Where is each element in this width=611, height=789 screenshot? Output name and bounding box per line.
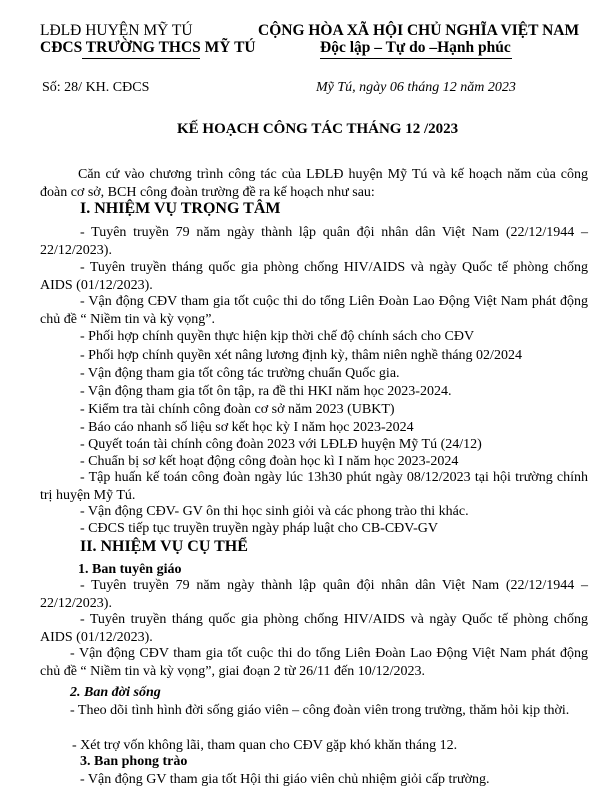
- list-item: - Tuyên truyền 79 năm ngày thành lập quân đội nhân dân Việt Nam (22/12/1944 – 22/12/2023).: [40, 225, 588, 258]
- org-line-2: CĐCS TRƯỜNG THCS MỸ TÚ: [40, 39, 256, 56]
- subsection-2-heading: 2. Ban đời sống: [70, 685, 161, 700]
- nation-line-1: CỘNG HÒA XÃ HỘI CHỦ NGHĨA VIỆT NAM: [258, 22, 580, 39]
- list-item: - Vận động GV tham gia tốt Hội thi giáo viên chủ nhiệm giỏi cấp trường.: [80, 772, 490, 787]
- list-item: - Tuyên truyền tháng quốc gia phòng chống HIV/AIDS và ngày Quốc tế phòng chống AIDS (01/12/2023).: [40, 612, 588, 645]
- nation-underline: [320, 58, 512, 59]
- list-item: - Vận động CĐV tham gia tốt cuộc thi do tổng Liên Đoàn Lao Động Việt Nam phát động chủ đề “ Niềm tin và kỳ vọng”, giai đoạn 2 từ 26/11 đến 10/12/2023.: [40, 646, 588, 679]
- list-item: - Báo cáo nhanh số liệu sơ kết học kỳ I năm học 2023-2024: [80, 420, 414, 435]
- list-item: - Vận động CĐV tham gia tốt cuộc thi do tổng Liên Đoàn Lao Động Việt Nam phát động chủ đề “ Niềm tin và kỳ vọng”.: [40, 294, 588, 327]
- list-item: - Tập huấn kế toán công đoàn ngày lúc 13h30 phút ngày 08/12/2023 tại hội trường chính trị huyện Mỹ Tú.: [40, 470, 588, 503]
- page-title: KẾ HOẠCH CÔNG TÁC THÁNG 12 /2023: [177, 121, 459, 137]
- list-item: - CĐCS tiếp tục truyền truyền ngày pháp luật cho CB-CĐV-GV: [80, 521, 438, 536]
- list-item: - Tuyên truyền 79 năm ngày thành lập quân đội nhân dân Việt Nam (22/12/1944 – 22/12/2023).: [40, 578, 588, 611]
- section-1-heading: I. NHIỆM VỤ TRỌNG TÂM: [80, 200, 281, 217]
- list-item: - Theo dõi tình hình đời sống giáo viên – công đoàn viên trong trường, thăm hỏi kịp thời.: [70, 703, 570, 718]
- intro-paragraph: Căn cứ vào chương trình công tác của LĐLĐ huyện Mỹ Tú và kế hoạch năm của công đoàn cơ sở, BCH công đoàn trường đề ra kế hoạch như sau:: [40, 167, 588, 200]
- section-2-heading: II. NHIỆM VỤ CỤ THỂ: [80, 538, 248, 555]
- list-item: - Phối hợp chính quyền thực hiện kịp thời chế độ chính sách cho CĐV: [80, 329, 475, 344]
- list-item: - Kiểm tra tài chính công đoàn cơ sở năm 2023 (UBKT): [80, 402, 395, 417]
- subsection-3-heading: 3. Ban phong trào: [80, 754, 188, 769]
- list-item: - Vận động CĐV- GV ôn thi học sinh giỏi và các phong trào thi khác.: [80, 504, 469, 519]
- list-item: - Phối hợp chính quyền xét nâng lương định kỳ, thâm niên nghề tháng 02/2024: [80, 348, 522, 363]
- list-item: - Vận động tham gia tốt công tác trường chuẩn Quốc gia.: [80, 366, 400, 381]
- nation-line-2: Độc lập – Tự do –Hạnh phúc: [320, 39, 511, 56]
- org-line-1: LĐLĐ HUYỆN MỸ TÚ: [40, 22, 193, 39]
- org-underline: [82, 58, 200, 59]
- list-item: - Vận động tham gia tốt ôn tập, ra đề thi HKI năm học 2023-2024.: [80, 384, 452, 399]
- list-item: - Tuyên truyền tháng quốc gia phòng chống HIV/AIDS và ngày Quốc tế phòng chống AIDS (01/12/2023).: [40, 260, 588, 293]
- list-item: - Xét trợ vốn không lãi, tham quan cho CĐV gặp khó khăn tháng 12.: [72, 738, 458, 753]
- place-date: Mỹ Tú, ngày 06 tháng 12 năm 2023: [316, 80, 516, 95]
- subsection-1-heading: 1. Ban tuyên giáo: [78, 562, 182, 577]
- doc-number: Số: 28/ KH. CĐCS: [42, 80, 150, 95]
- list-item: - Chuẩn bị sơ kết hoạt động công đoàn học kì I năm học 2023-2024: [80, 454, 459, 469]
- list-item: - Quyết toán tài chính công đoàn 2023 với LĐLĐ huyện Mỹ Tú (24/12): [80, 437, 482, 452]
